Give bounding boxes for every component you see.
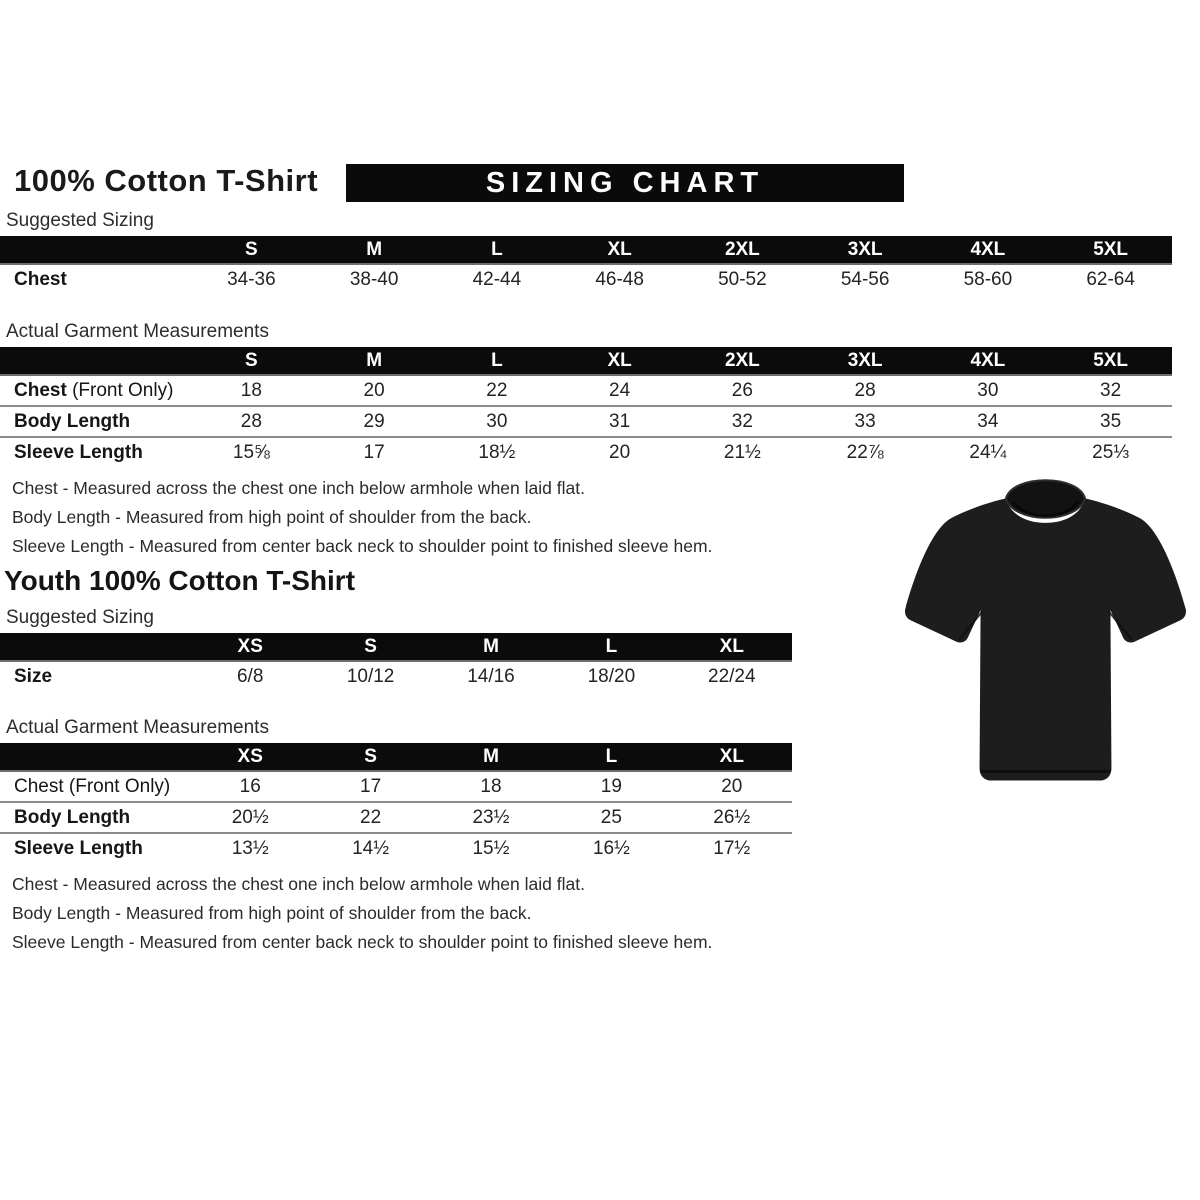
cell: 31 bbox=[558, 406, 681, 437]
cell: 24 bbox=[609, 379, 631, 401]
cell: 28 bbox=[854, 379, 876, 401]
adult-suggested-sizing-label: Suggested Sizing bbox=[6, 210, 154, 231]
header-corner bbox=[0, 633, 190, 661]
cell: 20½ bbox=[190, 802, 310, 833]
cell: 18/20 bbox=[587, 665, 636, 687]
page-title: 100% Cotton T-Shirt bbox=[14, 163, 319, 198]
cell: 34-36 bbox=[227, 268, 276, 290]
cell: 30 bbox=[977, 379, 999, 401]
youth-title: Youth 100% Cotton T-Shirt bbox=[4, 565, 356, 596]
cell: 22 bbox=[310, 802, 430, 833]
tshirt-body bbox=[905, 499, 1186, 781]
cell: 62-64 bbox=[1086, 268, 1135, 290]
cell: 20 bbox=[363, 379, 385, 401]
adult-actual-table bbox=[0, 347, 1172, 467]
cell: 25 bbox=[551, 802, 671, 833]
column-header: 4XL bbox=[927, 347, 1050, 375]
cell: 46-48 bbox=[595, 268, 644, 290]
cell: 35 bbox=[1049, 406, 1172, 437]
cell: 23½ bbox=[431, 802, 551, 833]
column-header: 2XL bbox=[681, 347, 804, 375]
banner-text: SIZING CHART bbox=[485, 166, 765, 199]
row-label: Body Length bbox=[0, 406, 190, 437]
column-header: XS bbox=[190, 633, 310, 661]
column-header: S bbox=[190, 347, 313, 375]
note-line: Sleeve Length - Measured from center back neck to shoulder point to finished sleeve hem. bbox=[12, 932, 713, 952]
column-header: L bbox=[551, 743, 671, 771]
cell: 29 bbox=[313, 406, 436, 437]
column-header: 3XL bbox=[804, 236, 927, 264]
cell: 6/8 bbox=[236, 665, 264, 687]
table-row bbox=[0, 661, 792, 691]
adult-suggested-table bbox=[0, 236, 1172, 294]
cell: 17 bbox=[313, 437, 436, 467]
row-label: Sleeve Length bbox=[0, 437, 190, 467]
cell: 38-40 bbox=[349, 268, 399, 290]
cell: 19 bbox=[600, 775, 622, 797]
cell: 22 bbox=[486, 379, 508, 401]
note-line: Chest - Measured across the chest one inch below armhole when laid flat. bbox=[12, 478, 585, 498]
table-row bbox=[0, 802, 792, 833]
column-header: S bbox=[310, 743, 430, 771]
cell: 16 bbox=[239, 775, 261, 797]
cell: 58-60 bbox=[963, 268, 1013, 290]
row-label: Body Length bbox=[0, 802, 190, 833]
column-header: L bbox=[436, 347, 559, 375]
cell: 22/24 bbox=[708, 665, 756, 687]
cell: 54-56 bbox=[840, 268, 890, 290]
column-header: 5XL bbox=[1049, 347, 1172, 375]
cell: 18 bbox=[480, 775, 502, 797]
cell: 13½ bbox=[190, 833, 310, 863]
column-header: XL bbox=[558, 236, 681, 264]
cell: 26½ bbox=[672, 802, 792, 833]
column-header: M bbox=[431, 633, 551, 661]
row-label: Chest (Front Only) bbox=[14, 775, 171, 797]
column-header: L bbox=[436, 236, 559, 264]
cell: 14½ bbox=[310, 833, 430, 863]
adult-actual-measurements-label: Actual Garment Measurements bbox=[6, 321, 269, 342]
cell: 28 bbox=[190, 406, 313, 437]
youth-actual-table bbox=[0, 743, 792, 863]
note-line: Sleeve Length - Measured from center back neck to shoulder point to finished sleeve hem. bbox=[12, 536, 713, 556]
header-corner bbox=[0, 347, 190, 375]
sizing-chart-banner bbox=[346, 164, 904, 202]
column-header: M bbox=[313, 236, 436, 264]
column-header: S bbox=[310, 633, 430, 661]
row-label: Sleeve Length bbox=[0, 833, 190, 863]
column-header: L bbox=[551, 633, 671, 661]
column-header: M bbox=[431, 743, 551, 771]
cell: 18½ bbox=[436, 437, 559, 467]
cell: 18 bbox=[240, 379, 262, 401]
header-corner bbox=[0, 236, 190, 264]
row-label: Size bbox=[14, 665, 53, 687]
tshirt-image bbox=[893, 462, 1198, 812]
row-label: Chest (Front Only) bbox=[14, 379, 174, 401]
cell: 10/12 bbox=[346, 665, 395, 687]
table-row bbox=[0, 833, 792, 863]
column-header: 3XL bbox=[804, 347, 927, 375]
cell: 15⅝ bbox=[190, 437, 313, 467]
tshirt-collar bbox=[1006, 480, 1085, 518]
note-line: Chest - Measured across the chest one inch below armhole when laid flat. bbox=[12, 874, 585, 894]
cell: 34 bbox=[927, 406, 1050, 437]
cell: 26 bbox=[731, 379, 753, 401]
table-row bbox=[0, 771, 792, 802]
cell: 24¼ bbox=[927, 437, 1050, 467]
cell: 21½ bbox=[681, 437, 804, 467]
youth-suggested-table bbox=[0, 633, 792, 691]
cell: 14/16 bbox=[467, 665, 515, 687]
column-header: M bbox=[313, 347, 436, 375]
cell: 15½ bbox=[431, 833, 551, 863]
cell: 20 bbox=[721, 775, 743, 797]
column-header: XL bbox=[672, 743, 792, 771]
cell: 30 bbox=[436, 406, 559, 437]
table-row bbox=[0, 264, 1172, 294]
cell: 22⅞ bbox=[804, 437, 927, 467]
column-header: XL bbox=[558, 347, 681, 375]
youth-actual-measurements-label: Actual Garment Measurements bbox=[6, 717, 269, 738]
table-row bbox=[0, 375, 1172, 406]
note-line: Body Length - Measured from high point of shoulder from the back. bbox=[12, 507, 532, 527]
cell: 50-52 bbox=[718, 268, 767, 290]
header-corner bbox=[0, 743, 190, 771]
note-line: Body Length - Measured from high point of shoulder from the back. bbox=[12, 903, 532, 923]
row-label: Chest bbox=[14, 268, 67, 290]
column-header: S bbox=[190, 236, 313, 264]
column-header: 2XL bbox=[681, 236, 804, 264]
youth-notes bbox=[12, 874, 1200, 952]
column-header: 5XL bbox=[1049, 236, 1172, 264]
cell: 16½ bbox=[551, 833, 671, 863]
cell: 17 bbox=[360, 775, 382, 797]
table-row bbox=[0, 406, 1172, 437]
column-header: XL bbox=[672, 633, 792, 661]
column-header: XS bbox=[190, 743, 310, 771]
youth-suggested-sizing-label: Suggested Sizing bbox=[6, 607, 154, 628]
cell: 32 bbox=[1100, 379, 1122, 401]
cell: 25⅓ bbox=[1049, 437, 1172, 467]
cell: 17½ bbox=[672, 833, 792, 863]
cell: 42-44 bbox=[472, 268, 522, 290]
cell: 33 bbox=[804, 406, 927, 437]
column-header: 4XL bbox=[927, 236, 1050, 264]
cell: 32 bbox=[681, 406, 804, 437]
cell: 20 bbox=[558, 437, 681, 467]
